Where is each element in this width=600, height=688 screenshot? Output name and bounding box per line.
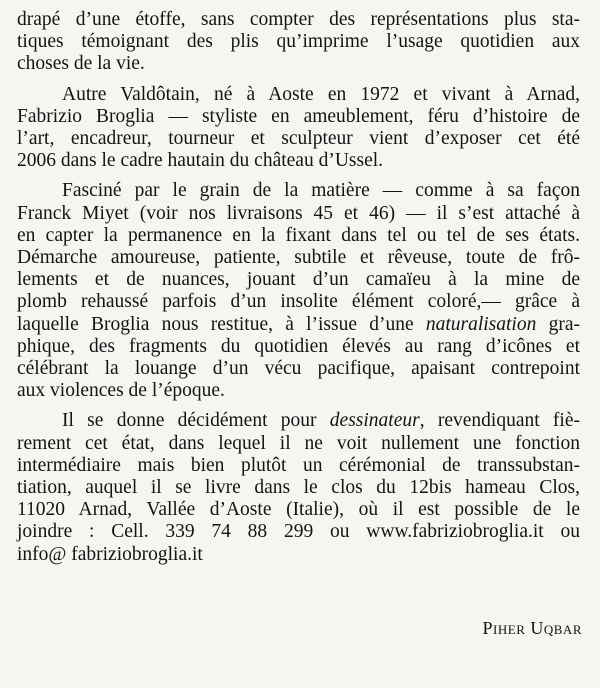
emphasized-word: dessinateur [329, 410, 420, 432]
text-line: tiques témoignant des plis qu’imprime l’usage quotidien aux [17, 31, 580, 53]
text-line-with-emphasis [17, 314, 580, 336]
text-line: l’art, encadreur, tourneur et sculpteur vient d’exposer cet été [17, 128, 580, 150]
paragraph-3 [17, 180, 580, 402]
text-line: Franck Miyet (voir nos livraisons 45 et 46) — il s’est attaché à [17, 202, 580, 224]
text-line: Autre Valdôtain, né à Aoste en 1972 et vivant à Arnad, [62, 83, 580, 105]
paragraph-gap [17, 402, 580, 410]
text-line: intermédiaire mais bien plutôt un cérémonial de transsubstan- [17, 454, 580, 476]
text-line: info@ fabriziobroglia.it [17, 543, 203, 565]
text-before-emphasis: Il se donne décidément pour [62, 410, 330, 432]
paragraph-4 [17, 410, 580, 565]
text-line: Fasciné par le grain de la matière — comme à sa façon [62, 180, 580, 202]
text-line: drapé d’une étoffe, sans compter des représentations plus sta- [17, 9, 580, 30]
text-line: aux violences de l’époque. [17, 380, 225, 402]
text-line-with-emphasis [17, 410, 580, 432]
text-line: 2006 dans le cadre hautain du château d’Ussel. [17, 150, 384, 172]
text-line: joindre : Cell. 339 74 88 299 ou www.fabriziobroglia.it ou [17, 521, 580, 543]
paragraph-gap [17, 76, 580, 84]
text-line: rement cet état, dans lequel il ne voit nullement une fonction [17, 432, 580, 454]
paragraph-1 [17, 9, 580, 76]
paragraph-gap [17, 172, 580, 180]
text-after-emphasis: gra- [536, 313, 580, 335]
text-line: choses de la vie. [17, 53, 145, 75]
text-line: Fabrizio Broglia — styliste en ameublement, féru d’histoire de [17, 105, 580, 127]
text-line: célébrant la louange d’un vécu pacifique, apaisant contrepoint [17, 358, 580, 380]
author-signature: Piher Uqbar [482, 618, 582, 638]
paragraph-2 [17, 84, 580, 173]
text-line: tiation, auquel il se livre dans le clos du 12bis hameau Clos, [17, 477, 580, 499]
text-line: 11020 Arnad, Vallée d’Aoste (Italie), où il est possible de le [17, 499, 580, 521]
emphasized-word: naturalisation [425, 313, 537, 335]
text-line: phique, des fragments du quotidien élevés au rang d’icônes et [17, 335, 580, 357]
text-line: plomb rehaussé parfois d’un insolite élément coloré,— grâce à [17, 291, 580, 313]
text-line: lements et de nuances, jouant d’un camaïeu à la mine de [17, 269, 580, 291]
text-before-emphasis: laquelle Broglia nous restitue, à l’issue d’une [17, 313, 426, 335]
text-line: en capter la permanence en la fixant dans tel ou tel de ses états. [17, 224, 580, 246]
text-after-emphasis: , revendiquant fiè- [419, 410, 580, 432]
text-line: Démarche amoureuse, patiente, subtile et rêveuse, toute de frô- [17, 247, 580, 269]
